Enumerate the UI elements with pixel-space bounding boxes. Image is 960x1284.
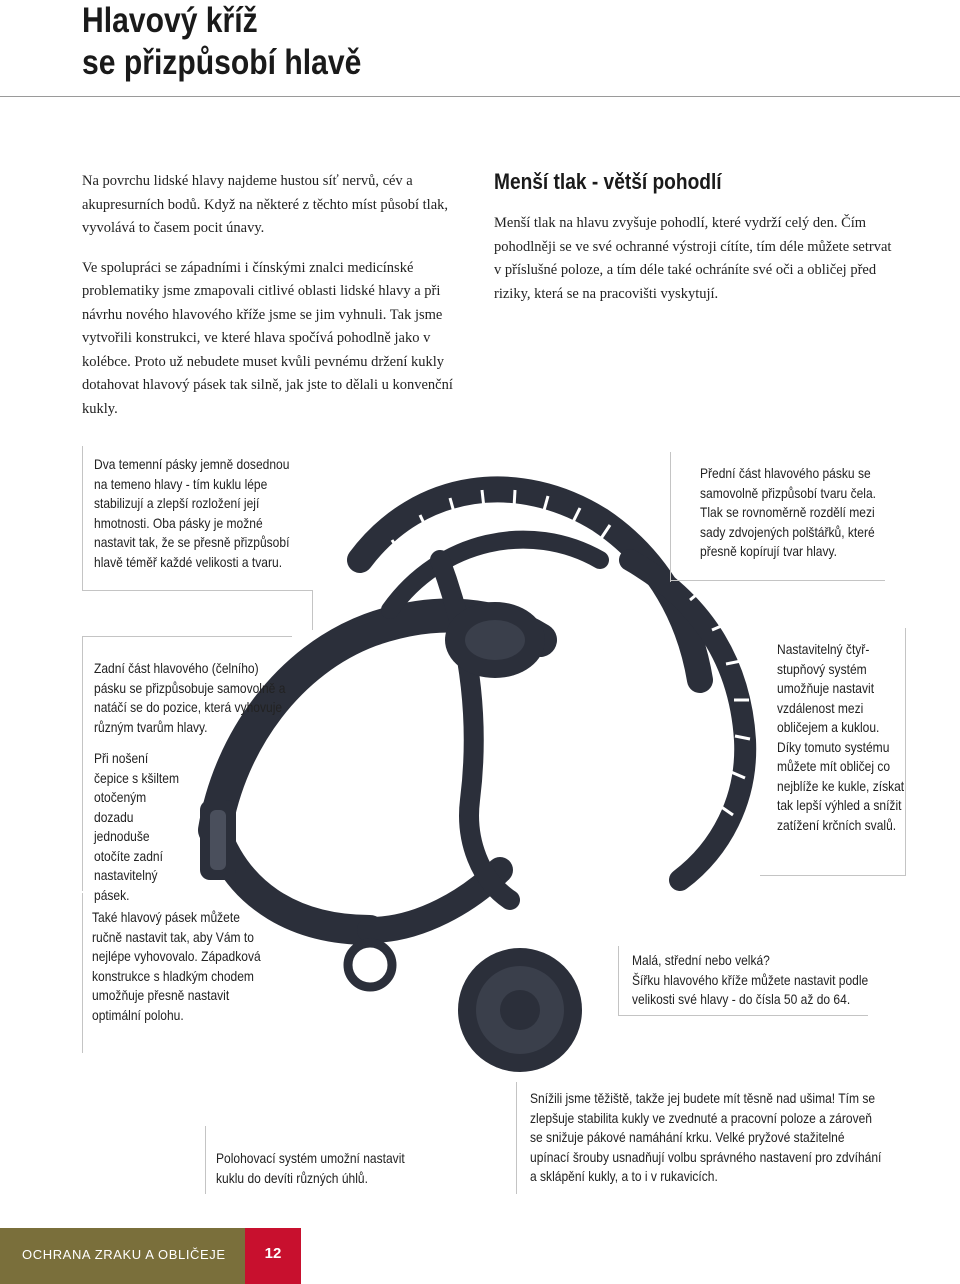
callout-line-3 <box>312 590 313 630</box>
callout-sizes-answer: Šířku hlavového kříže můžete nastavit podle velikosti své hlavy - do čísla 50 až do 64. <box>632 971 869 1007</box>
callout-sizes <box>632 951 903 1010</box>
callout-line-11 <box>618 946 619 1016</box>
callout-line-6 <box>82 636 83 891</box>
intro-paragraph-1: Na povrchu lidské hlavy najdeme hustou síť nervů, cév a akupresurních bodů. Když na některé z těchto míst působí tlak, vyvolává to časem pocit únavy. <box>82 173 449 236</box>
page-title-line-1: Hlavový kříž <box>82 1 258 40</box>
callout-line-2 <box>82 590 312 591</box>
callout-line-9 <box>760 875 906 876</box>
footer-section-title: OCHRANA ZRAKU A OBLIČEJE <box>22 1247 226 1262</box>
callout-line-5 <box>670 580 885 581</box>
callout-positioning: Polohovací systém umožní nastavit kuklu do devíti různých úhlů. <box>216 1150 405 1186</box>
callout-line-12 <box>618 1015 868 1016</box>
callout-line-14 <box>516 1082 517 1194</box>
callout-manual-adjust: Také hlavový pásek můžete ručně nastavit tak, aby Vám to nejlépe vyhovovalo. Západková konstrukce s hladkým chodem umožňuje přesně nastavit optimální polohu. <box>92 909 261 1023</box>
callout-gravity: Snížili jsme těžiště, takže jej budete mít těsně nad ušima! Tím se zlepšuje stabilita kukly ve zvednuté a pracovní poloze a zároveň se snižuje pákové namáhání krku. Velké pryžové stažitelné upínací šrouby usnadňují volbu správného nastavení pro zdvíhání a sklápění kukly, a to i v rukavicích. <box>530 1090 882 1184</box>
callout-line-4 <box>670 452 671 582</box>
comfort-text: Menší tlak na hlavu zvyšuje pohodlí, které vydrží celý den. Čím pohodlněji se ve své ochranné výstroji cítíte, tím déle můžete setrvat v příslušné poloze, a tím déle také ochráníte své oči a obličej před riziky, která se na pracovišti vyskytují. <box>494 215 892 302</box>
callout-top-straps: Dva temenní pásky jemně dosednou na temeno hlavy - tím kuklu lépe stabilizují a zlepší rozložení její hmotnosti. Oba pásky je možné nastavit tak, že se přesně přizpůsobí hlavě téměř každé velikosti a tvaru. <box>94 456 290 570</box>
callout-line-13 <box>205 1126 206 1194</box>
comfort-heading: Menší tlak - větší pohodlí <box>494 169 722 194</box>
callout-line-7 <box>82 636 292 637</box>
callout-four-step: Nastavitelný čtyř-stupňový systém umožňuje nastavit vzdálenost mezi obličejem a kuklou. Díky tomuto systému můžete mít obličej co nejblíže ke kukle, získat tak lepší výhled a snížit zatížení krčních svalů. <box>777 641 905 833</box>
callout-sizes-question: Malá, střední nebo velká? <box>632 952 770 968</box>
intro-paragraph-2: Ve spolupráci se západními i čínskými znalci medicínské problematiky jsme zmapovali citlivé oblasti lidské hlavy a při návrhu nového hlavového kříže jsme se jim vyhnuli. Tak jsme vytvořili konstrukci, ve které hlava spočívá pohodlně jako v kolébce. Proto už nebudete muset kvůli pevnému držení kukly dotahovat hlavový pásek tak silně, jak jste to dělali u konvenční kukly. <box>82 259 453 417</box>
callout-rear-band-2: Při nošení čepice s kšiltem otočeným dozadu jednoduše otočíte zadní nastavitelný pásek. <box>94 750 179 903</box>
callout-front-band: Přední část hlavového pásku se samovolně přizpůsobí tvaru čela. Tlak se rovnoměrně rozdělí mezi sady zdvojených polštářků, které přesně kopírují tvar hlavy. <box>700 465 877 559</box>
page-title-line-2: se přizpůsobí hlavě <box>82 43 362 82</box>
callout-rear-band-1: Zadní část hlavového (čelního) pásku se přizpůsobuje samovolně a natáčí se do pozice, která vyhovuje různým tvarům hlavy. <box>94 660 286 735</box>
callout-rear-band <box>94 659 294 917</box>
page-number: 12 <box>264 1245 282 1262</box>
callout-line-1 <box>82 446 83 591</box>
callout-line-10 <box>82 893 83 1053</box>
